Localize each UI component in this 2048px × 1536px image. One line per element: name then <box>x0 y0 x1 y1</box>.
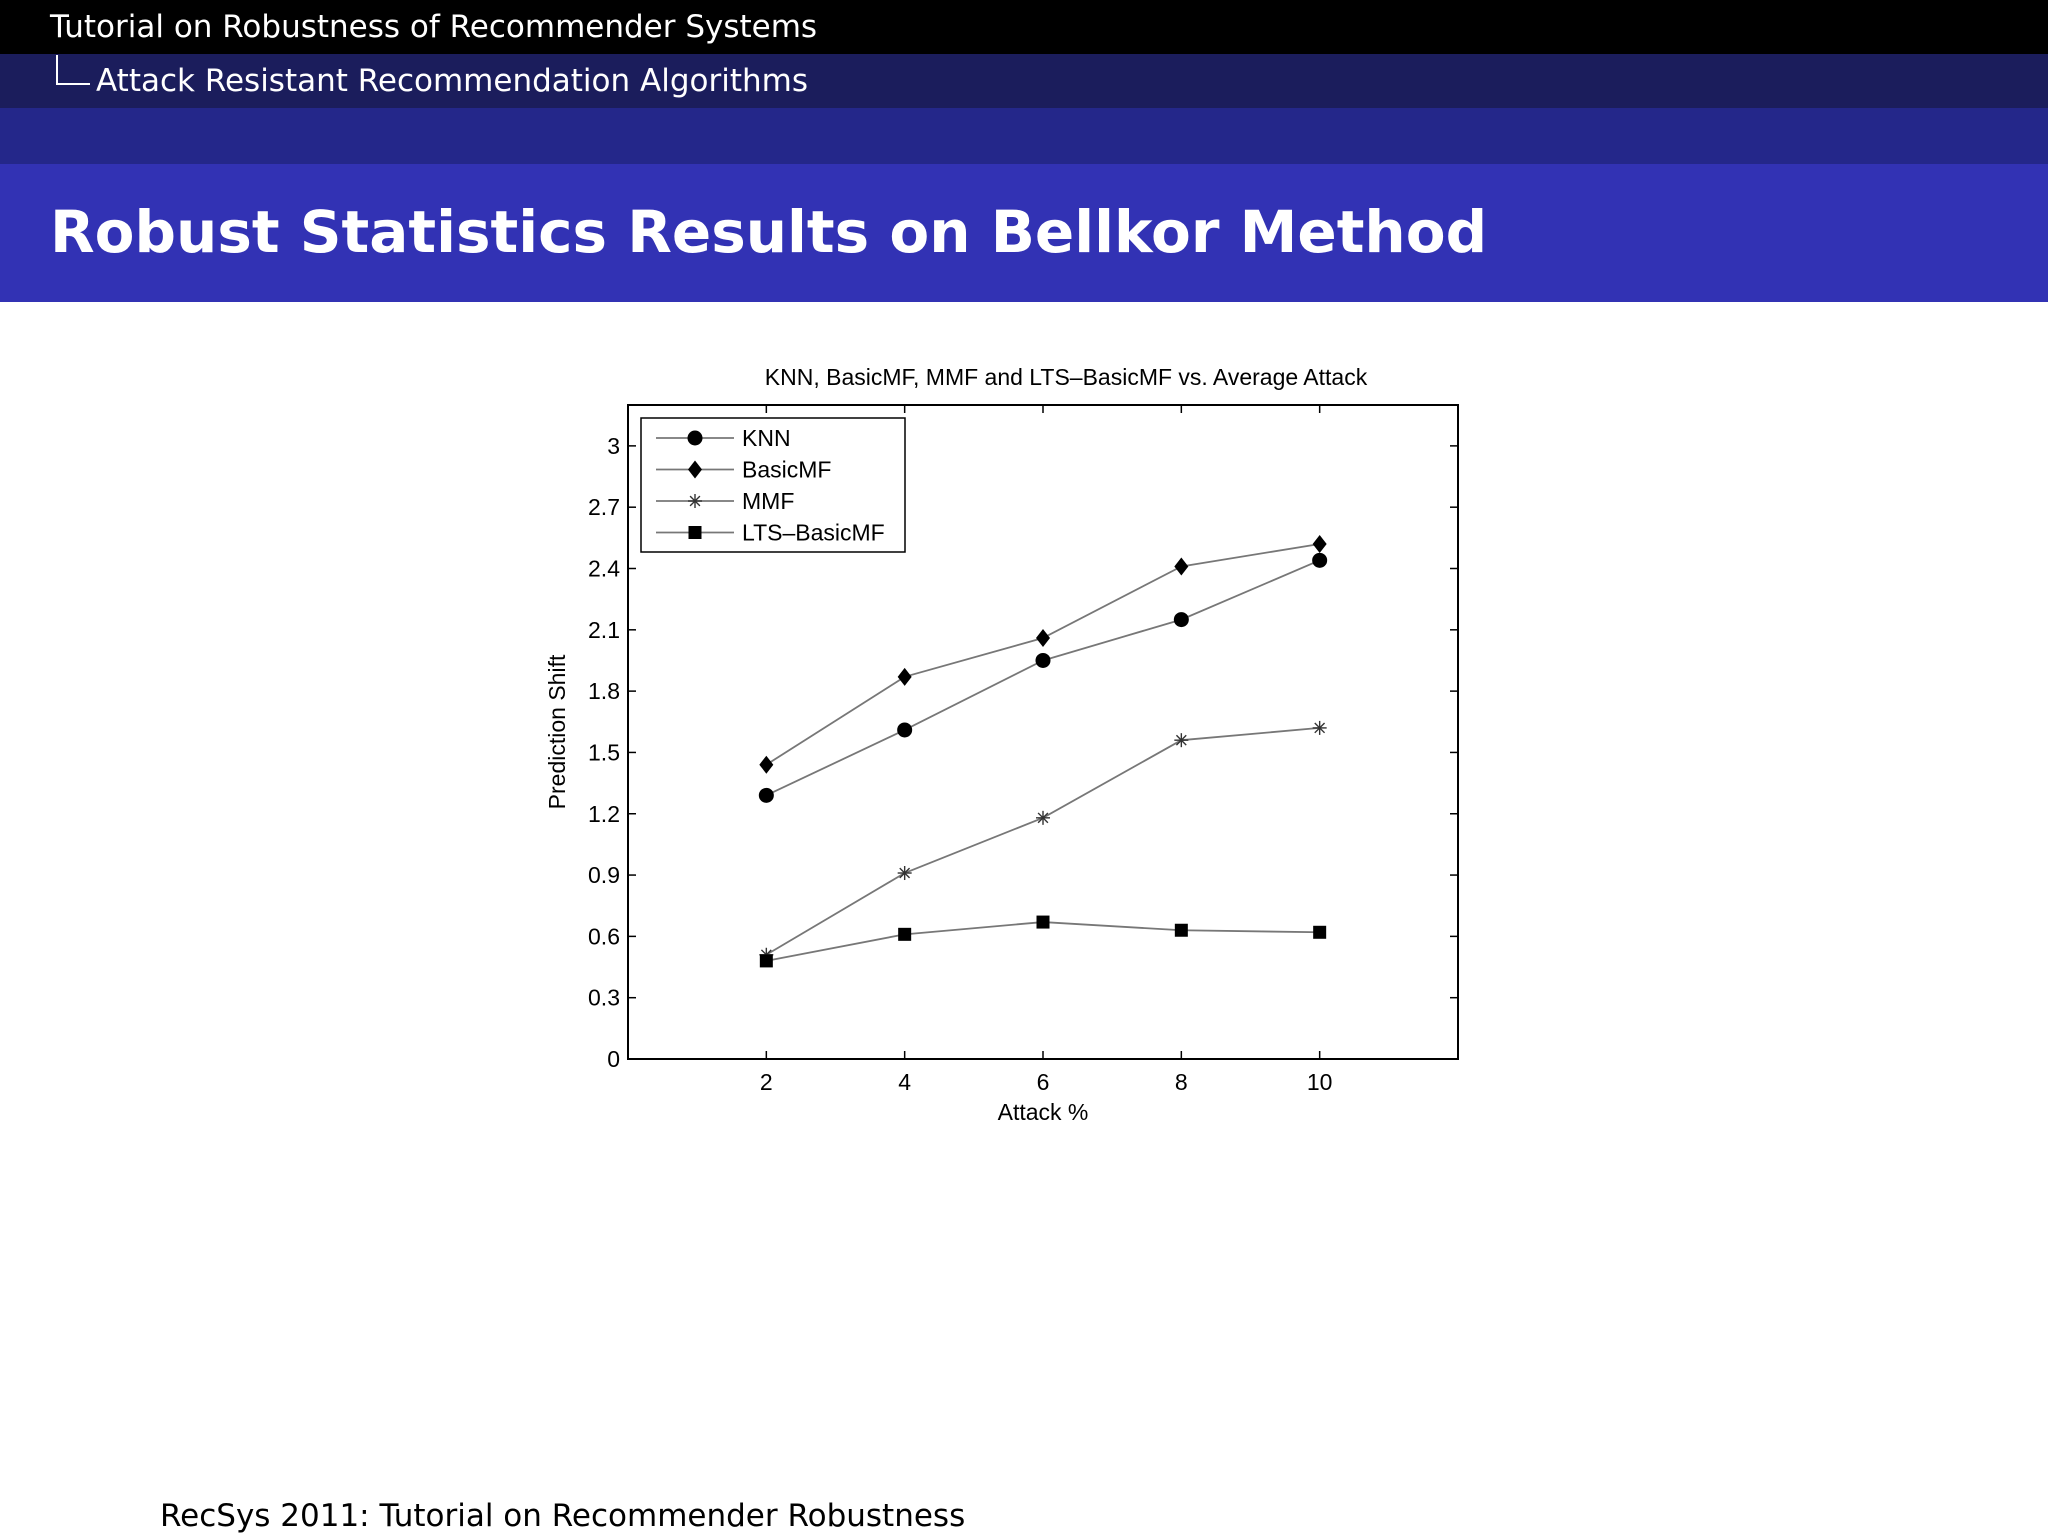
data-point-knn <box>1312 553 1327 568</box>
y-tick-label: 0 <box>607 1046 620 1072</box>
y-tick-label: 0.9 <box>588 862 620 889</box>
legend-marker-lts-basicmf <box>689 526 702 539</box>
x-tick-label: 6 <box>1036 1069 1050 1095</box>
legend-label-lts-basicmf: LTS–BasicMF <box>742 519 885 546</box>
data-point-knn <box>1036 653 1051 668</box>
frame-title: Robust Statistics Results on Bellkor Method <box>50 198 1488 266</box>
y-tick-label: 2.4 <box>588 555 620 582</box>
y-tick-label: 1.5 <box>588 739 620 766</box>
y-tick-label: 0.6 <box>588 923 620 950</box>
legend-label-mmf: MMF <box>742 488 795 514</box>
legend-marker-knn <box>688 431 703 446</box>
data-point-lts-basicmf <box>1037 916 1050 929</box>
y-tick-label: 0.3 <box>588 984 620 1011</box>
data-point-lts-basicmf <box>898 928 911 941</box>
y-axis-label: Prediction Shift <box>544 654 570 810</box>
chart-container <box>520 350 1480 1140</box>
y-tick-label: 3 <box>607 432 620 459</box>
header-spacer-bar <box>0 108 2048 164</box>
y-tick-label: 1.2 <box>588 800 620 827</box>
data-point-knn <box>759 788 774 803</box>
data-point-lts-basicmf <box>1313 926 1326 939</box>
x-tick-label: 8 <box>1174 1069 1188 1095</box>
legend-label-knn: KNN <box>742 425 791 451</box>
data-point-lts-basicmf <box>760 954 773 967</box>
y-tick-label: 2.1 <box>588 616 620 643</box>
x-tick-label: 4 <box>898 1069 912 1095</box>
tree-branch-icon <box>56 55 90 85</box>
x-tick-label: 10 <box>1306 1069 1333 1095</box>
data-point-knn <box>1174 612 1189 627</box>
data-point-lts-basicmf <box>1175 924 1188 937</box>
section-title[interactable]: Tutorial on Robustness of Recommender Systems <box>50 9 818 45</box>
data-point-knn <box>897 722 912 737</box>
subsection-row[interactable] <box>56 60 808 102</box>
legend-label-basicmf: BasicMF <box>742 456 832 483</box>
line-chart <box>520 350 1480 1140</box>
y-tick-label: 2.7 <box>588 494 620 521</box>
header-section-bar <box>0 0 2048 54</box>
subsection-title: Attack Resistant Recommendation Algorithms <box>96 63 808 99</box>
x-axis-label: Attack % <box>997 1099 1089 1125</box>
footer-text: RecSys 2011: Tutorial on Recommender Robustness <box>160 1498 966 1534</box>
chart-title: KNN, BasicMF, MMF and LTS–BasicMF vs. Average Attack <box>764 364 1368 390</box>
legend <box>641 418 905 552</box>
y-tick-label: 1.8 <box>588 678 620 705</box>
x-tick-label: 2 <box>759 1069 773 1095</box>
